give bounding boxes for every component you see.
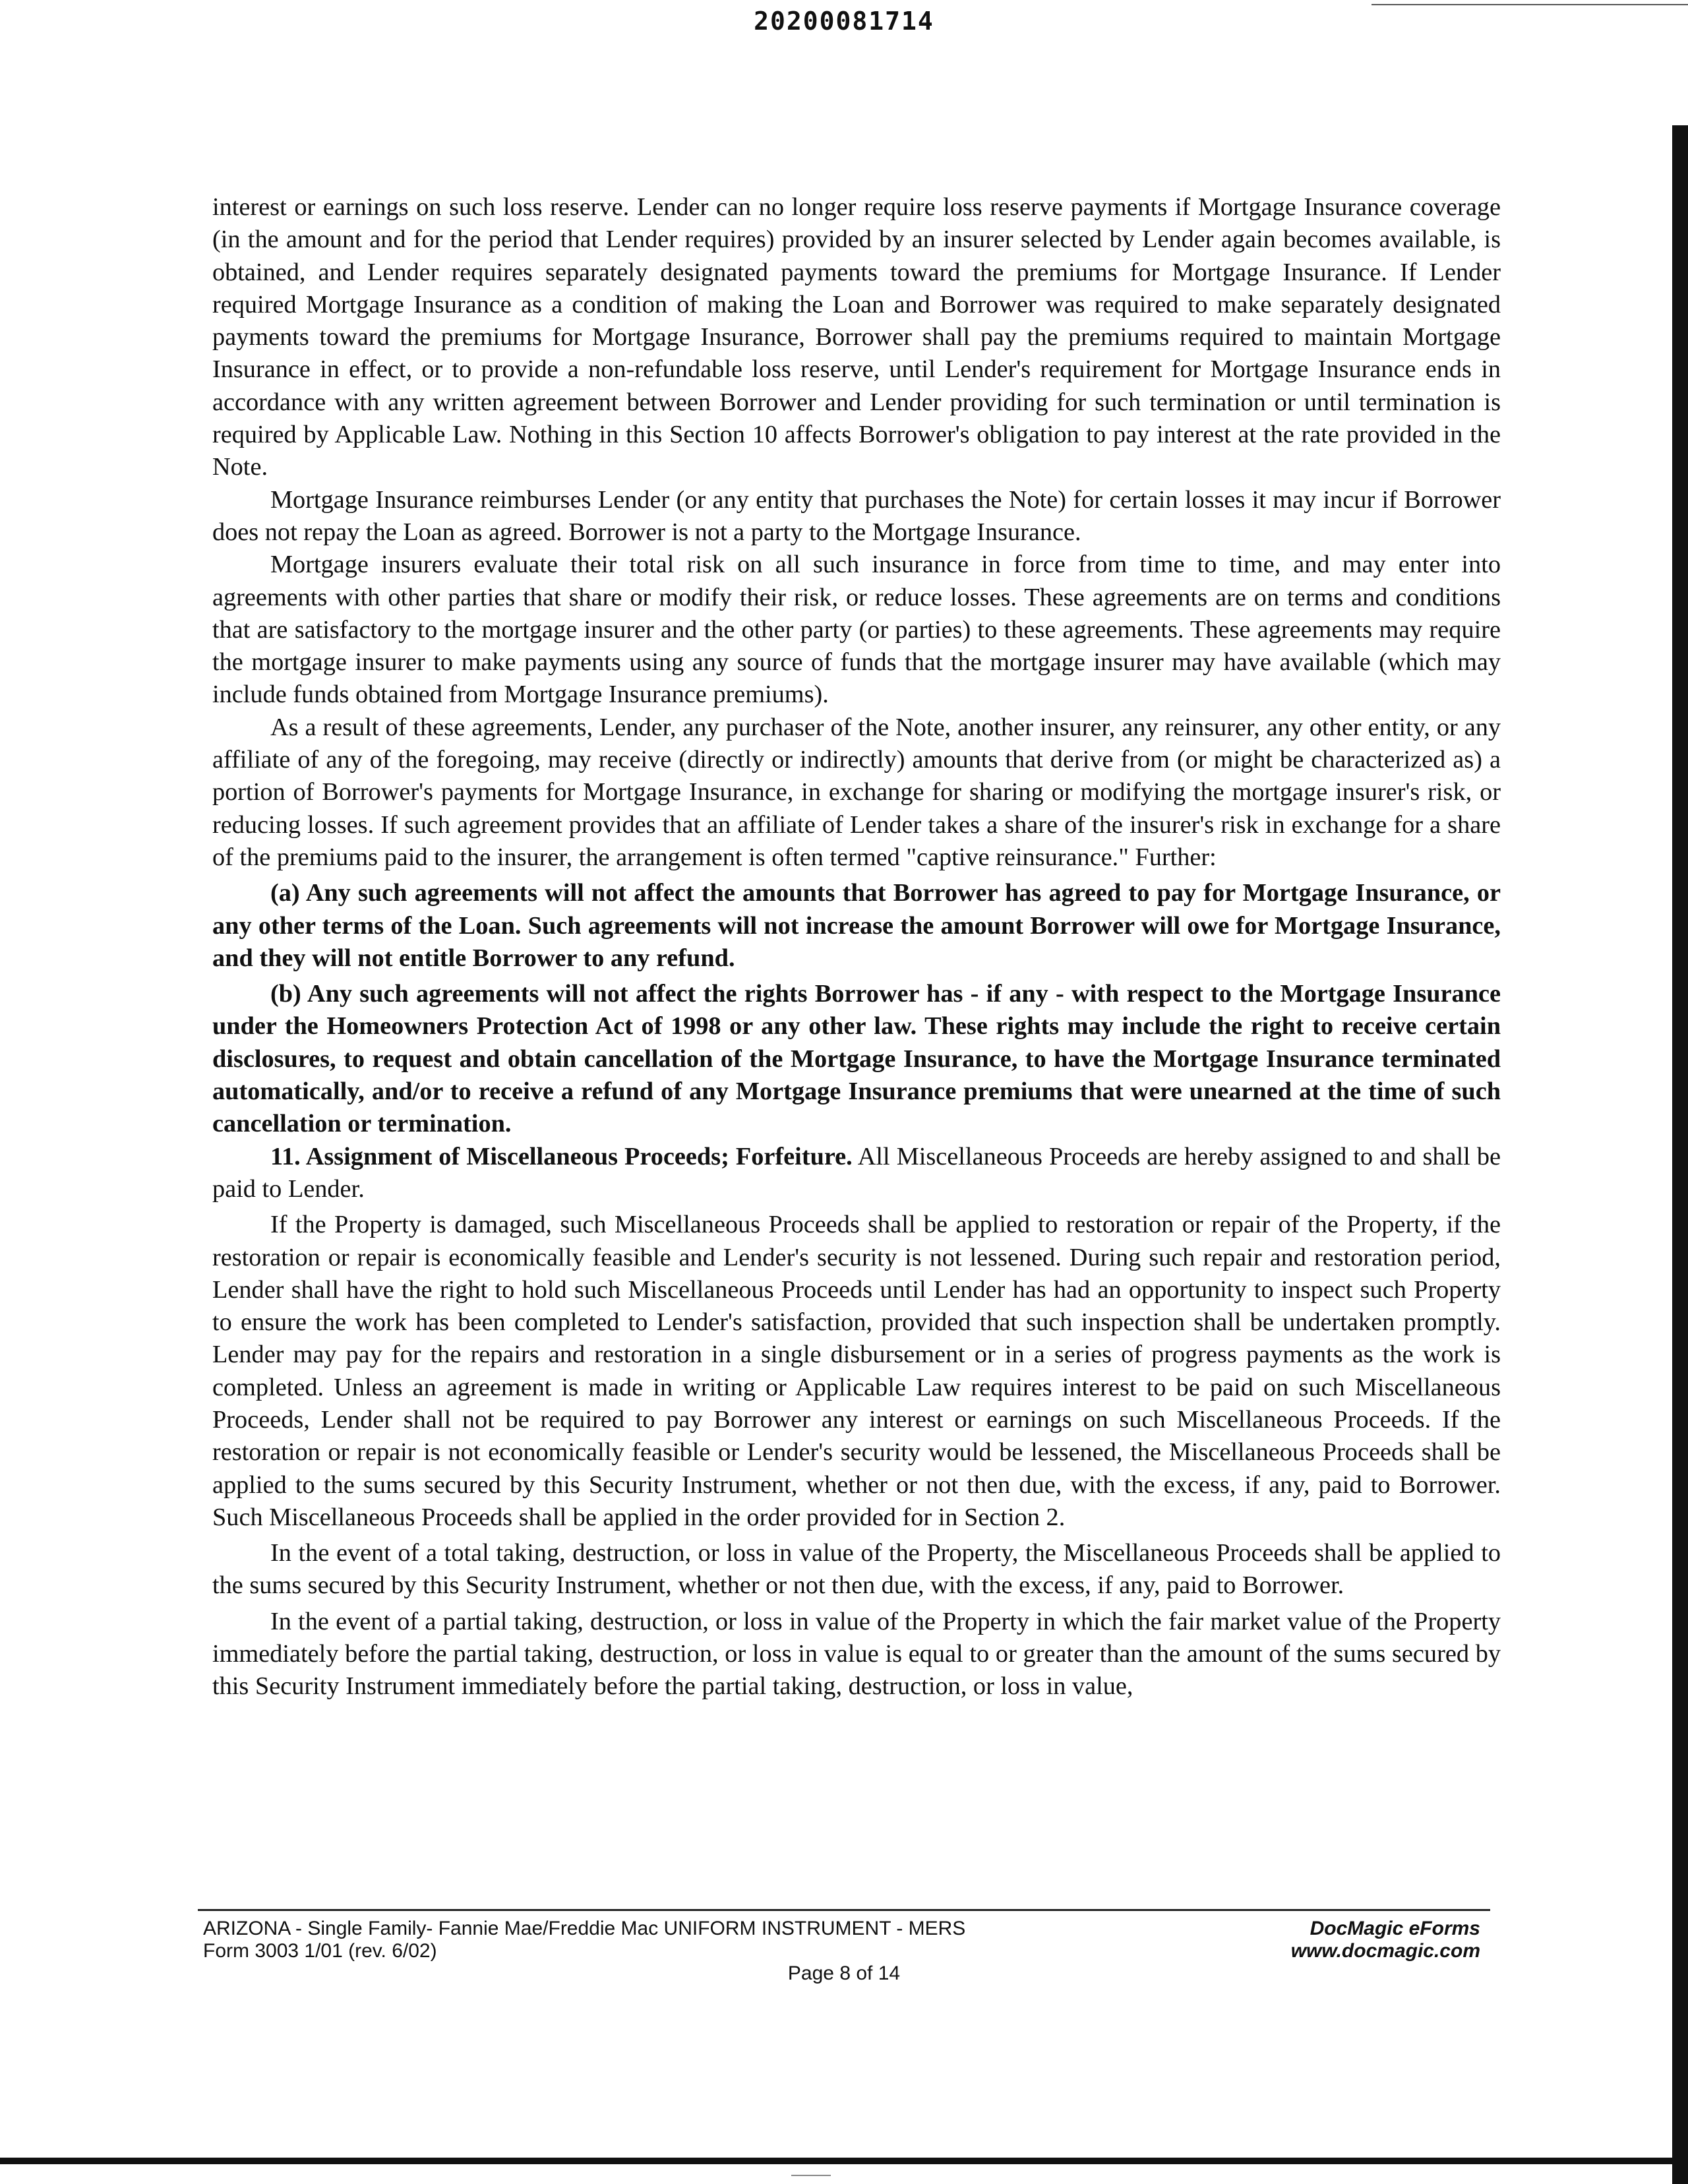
paragraph-section-11 [212,1141,1501,1206]
footer-brand [1279,1918,1480,1962]
paragraph-property-damaged: If the Property is damaged, such Miscellaneous Proceeds shall be applied to restoration or repair of the Property, if the restoration or repair is economically feasible and Lender's security is not lessened. During such repair and restoration period, Lender shall have the right to hold such Miscellaneous Proceeds until Lender has had an opportunity to inspect such Property to ensure the work has been completed to Lender's satisfaction, provided that such inspection shall be undertaken promptly. Lender may pay for the repairs and restoration in a single disbursement or in a series of progress payments as the work is completed. Unless an agreement is made in writing or Applicable Law requires interest to be paid on such Miscellaneous Proceeds, Lender shall not be required to pay Borrower any interest or earnings on such Miscellaneous Proceeds. If the restoration or repair is not economically feasible or Lender's security would be lessened, the Miscellaneous Proceeds shall be applied to the sums secured by this Security Instrument, whether or not then due, with the excess, if any, paid to Borrower. Such Miscellaneous Proceeds shall be applied in the order provided for in Section 2. [212,1211,1501,1531]
docmagic-logo: DocMagic eForms [1310,1918,1480,1939]
scan-bottom-edge [0,2158,1688,2164]
footer-instrument-title: ARIZONA - Single Family- Fannie Mae/Freddie Mac UNIFORM INSTRUMENT - MERS [203,1918,966,1939]
paragraph-loss-reserve: interest or earnings on such loss reserve. Lender can no longer require loss reserve payments if Mortgage Insurance coverage (in the amount and for the period that Lender requires) provided by an insurer selected by Lender again becomes available, is obtained, and Lender requires separately designated payments toward the premiums for Mortgage Insurance. If Lender required Mortgage Insurance as a condition of making the Loan and Borrower was required to make separately designated payments toward the premiums for Mortgage Insurance, Borrower shall pay the premiums required to maintain Mortgage Insurance in effect, or to provide a non-refundable loss reserve, until Lender's requirement for Mortgage Insurance ends in accordance with any written agreement between Borrower and Lender providing for such termination or until termination is required by Applicable Law. Nothing in this Section 10 affects Borrower's obligation to pay interest at the rate provided in the Note. [212,193,1501,481]
docmagic-website: www.docmagic.com [1290,1940,1480,1962]
footer-form-number: Form 3003 1/01 (rev. 6/02) [203,1940,437,1962]
scan-right-edge [1672,125,1688,2184]
footer-divider [198,1909,1490,1911]
document-body [212,191,1501,1703]
page-number: Page 8 of 14 [787,1962,901,1984]
paragraph-mi-reimburses: Mortgage Insurance reimburses Lender (or any entity that purchases the Note) for certain losses it may incur if Borrower does not repay the Loan as agreed. Borrower is not a party to the Mortgage Insurance. [212,485,1501,546]
footer-form-info [203,1918,965,1962]
scan-top-edge-line [1372,4,1688,5]
recording-number: 20200081714 [754,7,934,36]
paragraph-agreements: As a result of these agreements, Lender, any purchaser of the Note, another insurer, any reinsurer, any other entity, or any affiliate of any of the foregoing, may receive (directly or indirectly) amounts that derive from (or might be characterized as) a portion of Borrower's payments for Mortgage Insurance, in exchange for sharing or modifying the mortgage insurer's risk, or reducing losses. If such agreement provides that an affiliate of Lender takes a share of the insurer's risk in exchange for a share of the premiums paid to the insurer, the arrangement is often termed "captive reinsurance." Further: [212,713,1501,871]
paragraph-clause-a: (a) Any such agreements will not affect the amounts that Borrower has agreed to pay for Mortgage Insurance, or any other terms of the Loan. Such agreements will not increase the amount Borrower will owe for Mortgage Insurance, and they will not entitle Borrower to any refund. [212,879,1501,972]
paragraph-total-taking: In the event of a total taking, destruction, or loss in value of the Property, the Miscellaneous Proceeds shall be applied to the sums secured by this Security Instrument, whether or not then due, with the excess, if any, paid to Borrower. [212,1539,1501,1600]
paragraph-mi-insurers: Mortgage insurers evaluate their total risk on all such insurance in force from time to time, and may enter into agreements with other parties that share or modify their risk, or reduce losses. These agreements are on terms and conditions that are satisfactory to the mortgage insurer and the other party (or parties) to these agreements. These agreements may require the mortgage insurer to make payments using any source of funds that the mortgage insurer may have available (which may include funds obtained from Mortgage Insurance premiums). [212,551,1501,709]
section-11-text: All Miscellaneous Proceeds are hereby assigned to and shall be paid to Lender. [212,1142,1501,1203]
section-11-heading: 11. Assignment of Miscellaneous Proceeds; Forfeiture. [270,1142,853,1170]
paragraph-partial-taking: In the event of a partial taking, destruction, or loss in value of the Property in which the fair market value of the Property immediately before the partial taking, destruction, or loss in value is equal to or greater than the amount of the sums secured by this Security Instrument immediately before the partial taking, destruction, or loss in value, [212,1607,1501,1701]
scan-artifact-mark [791,2175,831,2176]
paragraph-clause-b: (b) Any such agreements will not affect the rights Borrower has - if any - with respect to the Mortgage Insurance under the Homeowners Protection Act of 1998 or any other law. These rights may include the right to receive certain disclosures, to request and obtain cancellation of the Mortgage Insurance, to have the Mortgage Insurance terminated automatically, and/or to receive a refund of any Mortgage Insurance premiums that were unearned at the time of such cancellation or termination. [212,980,1501,1138]
